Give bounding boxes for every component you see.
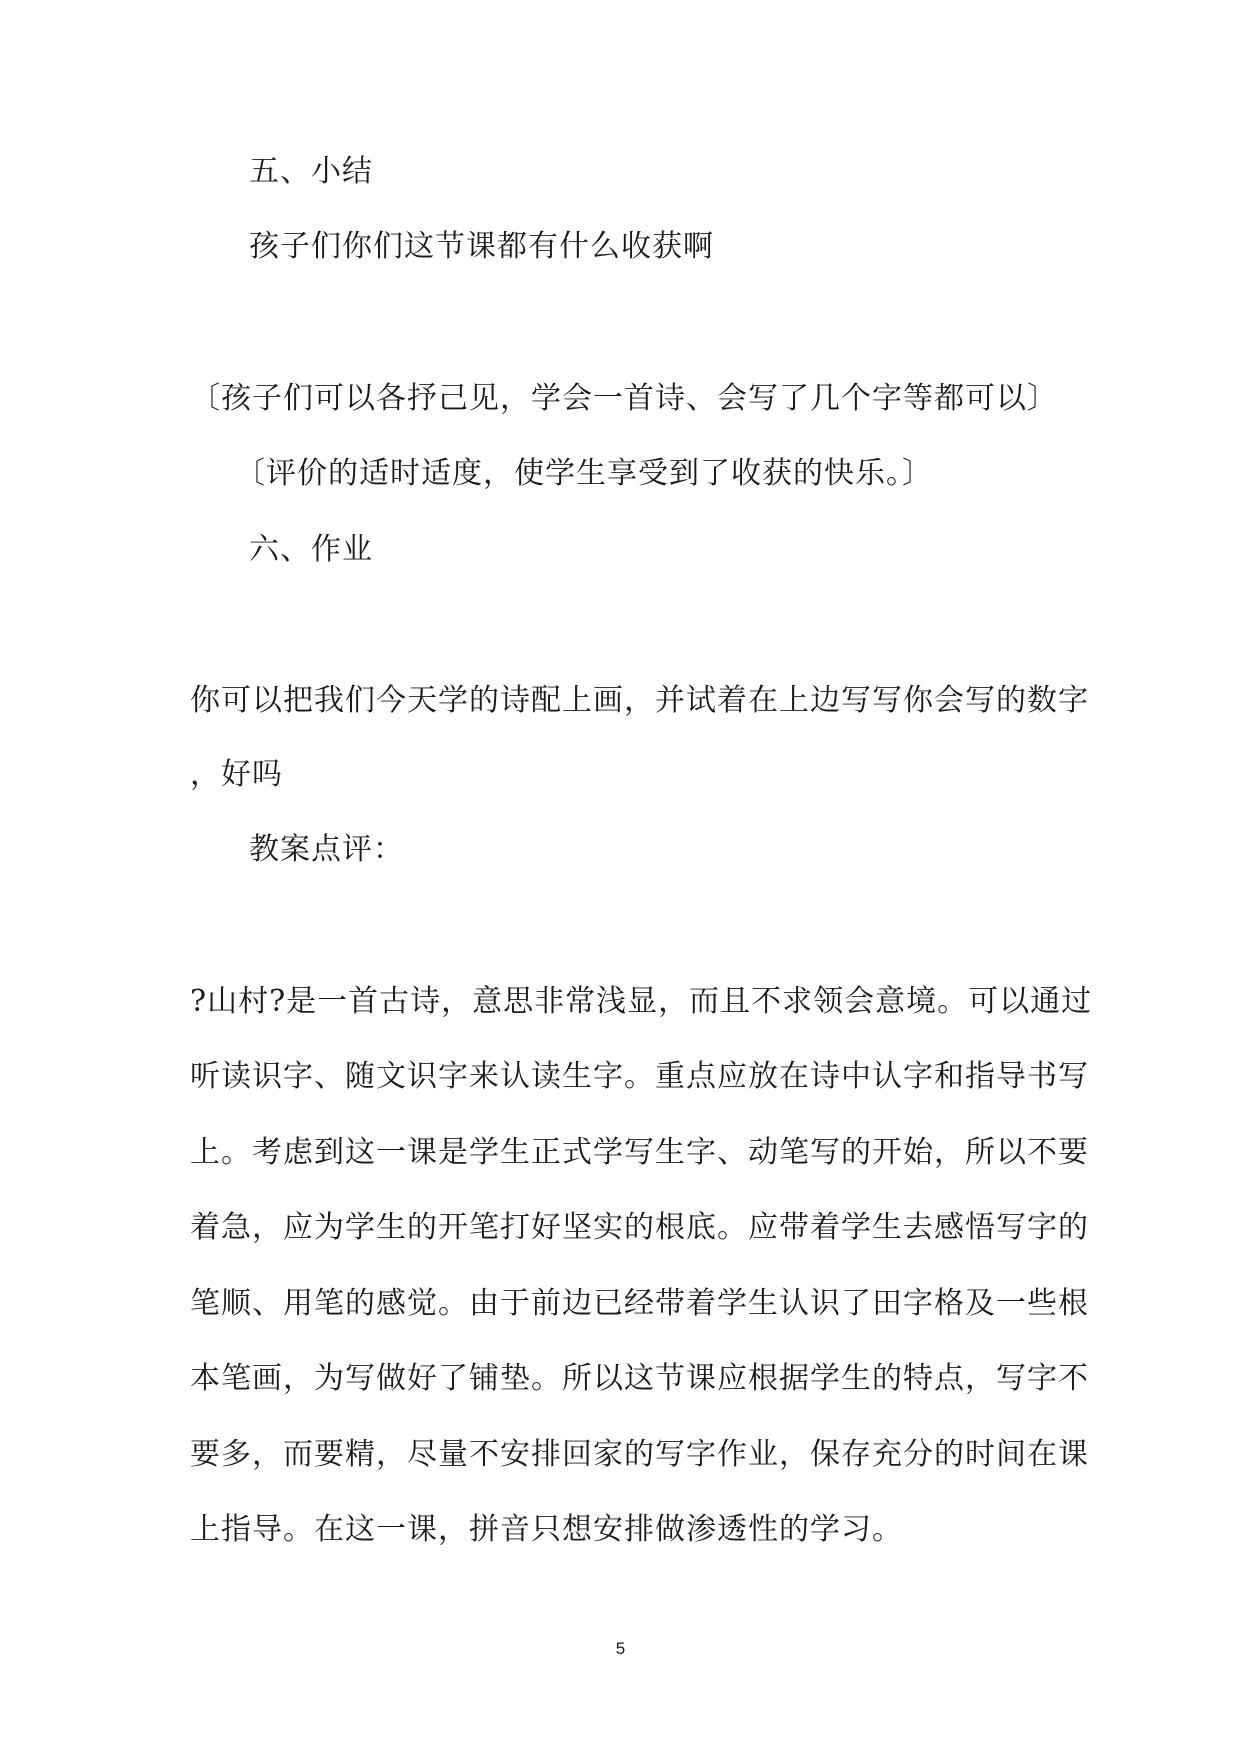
review-text-line: 着急，应为学生的开笔打好坚实的根底。应带着学生去感悟写字的: [190, 1210, 1089, 1245]
section-heading-homework: 六、作业: [249, 532, 373, 567]
homework-text-line: ，好吗: [190, 757, 283, 792]
review-text-line: 上。考虑到这一课是学生正式学写生字、动笔写的开始，所以不要: [190, 1135, 1089, 1170]
review-text-line: 上指导。在这一课，拼音只想安排做渗透性的学习。: [190, 1512, 903, 1547]
summary-comment: 〔评价的适时适度，使学生享受到了收获的快乐。〕: [235, 456, 933, 491]
summary-note: 〔孩子们可以各抒己见，学会一首诗、会写了几个字等都可以〕: [190, 381, 1058, 416]
summary-question: 孩子们你们这节课都有什么收获啊: [249, 229, 714, 264]
section-heading-summary: 五、小结: [249, 154, 373, 189]
homework-text-line: 你可以把我们今天学的诗配上画，并试着在上边写写你会写的数字: [190, 683, 1089, 718]
page-number: 5: [615, 1639, 626, 1658]
review-text-line: 听读识字、随文识字来认读生字。重点应放在诗中认字和指导书写: [190, 1059, 1089, 1094]
review-heading: 教案点评：: [249, 832, 404, 867]
review-text-line: ?山村?是一首古诗，意思非常浅显，而且不求领会意境。可以通过: [190, 984, 1093, 1019]
review-text-line: 要多，而要精，尽量不安排回家的写字作业，保存充分的时间在课: [190, 1437, 1089, 1472]
review-text-line: 笔顺、用笔的感觉。由于前边已经带着学生认识了田字格及一些根: [190, 1286, 1089, 1321]
review-text-line: 本笔画，为写做好了铺垫。所以这节课应根据学生的特点，写字不: [190, 1361, 1089, 1396]
